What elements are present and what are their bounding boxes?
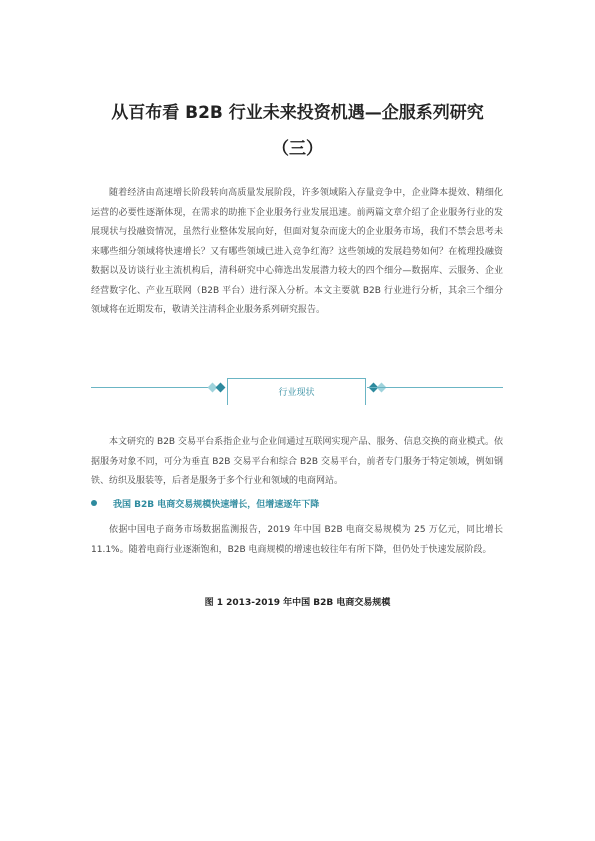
- bullet-point: [91, 497, 503, 511]
- bullet-dot-icon: [91, 500, 97, 506]
- section-paragraph: 本文研究的 B2B 交易平台系指企业与企业间通过互联网实现产品、服务、信息交换的商业模式。依据服务对象不同，可分为垂直 B2B 交易平台和综合 B2B 交易平台，前者专门服务于特定领域，例如钢铁、纺织及服装等，后者是服务于多个行业和领域的电商网站。: [91, 437, 503, 486]
- data-paragraph: 依据中国电子商务市场数据监测报告，2019 年中国 B2B 电商交易规模为 25 万亿元，同比增长 11.1%。随着电商行业逐渐饱和，B2B 电商规模的增速也较往年有所下降，但仍处于快速发展阶段。: [91, 525, 503, 555]
- diamond-icon: [216, 383, 226, 393]
- section-divider: [91, 378, 503, 408]
- divider-line-right: [367, 387, 503, 388]
- divider-line-left: [91, 387, 224, 388]
- figure-caption: 图 1 2013-2019 年中国 B2B 电商交易规模: [204, 598, 391, 608]
- section-heading: 行业现状: [278, 388, 315, 398]
- document-title-part: （三）: [272, 139, 323, 159]
- bullet-heading: 我国 B2B 电商交易规模快速增长，但增速逐年下降: [113, 500, 320, 510]
- document-title: 从百布看 B2B 行业未来投资机遇—企服系列研究: [111, 103, 484, 123]
- intro-paragraph: 随着经济由高速增长阶段转向高质量发展阶段，许多领域陷入存量竞争中，企业降本提效、精细化运营的必要性逐渐体现，在需求的助推下企业服务行业发展迅速。前两篇文章介绍了企业服务行业的发展现状与投融资情况，虽然行业整体发展向好，但面对复杂而庞大的企业服务市场，我们不禁会思考未来哪些细分领域将快速增长？又有哪些领域已进入竞争红海？这些领域的发展趋势如何？在梳理投融资数据以及访谈行业主流机构后，清科研究中心筛选出发展潜力较大的四个细分—数据库、云服务、企业经营数字化、产业互联网（B2B 平台）进行深入分析。本文主要就 B2B 行业进行分析，其余三个细分领域将在近期发布，敬请关注清科企业服务系列研究报告。: [91, 188, 503, 315]
